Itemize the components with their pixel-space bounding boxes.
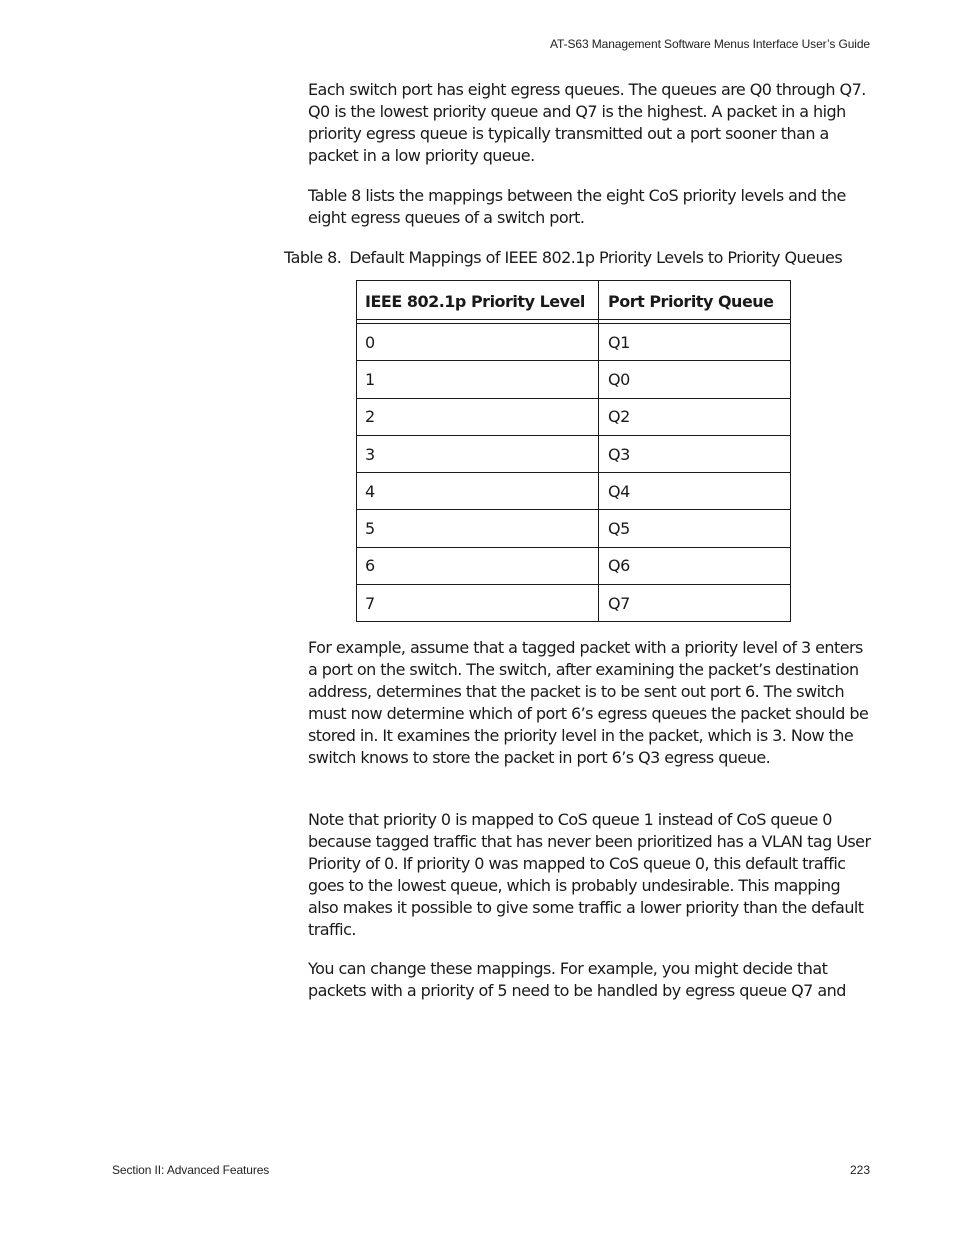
- priority-queue-cell: Q7: [608, 593, 630, 613]
- column-header-priority-queue: Port Priority Queue: [608, 291, 774, 311]
- priority-queue-cell: Q2: [608, 407, 630, 427]
- priority-queue-cell: Q5: [608, 519, 630, 539]
- priority-level-cell: 3: [357, 436, 599, 472]
- priority-queue-cell: Q6: [608, 556, 630, 576]
- priority-queue-cell: Q1: [608, 332, 630, 352]
- priority-level-cell: 1: [357, 361, 599, 397]
- priority-level-cell: 4: [357, 473, 599, 509]
- priority-queue-cell: Q0: [608, 369, 630, 389]
- table-caption-text: Default Mappings of IEEE 802.1p Priority Levels to Priority Queues: [349, 248, 843, 267]
- table-row: [357, 324, 790, 361]
- priority-level-cell: 2: [357, 399, 599, 435]
- priority-level-cell: 0: [357, 324, 599, 360]
- table-row: [357, 361, 790, 398]
- running-footer-section: Section II: Advanced Features: [112, 1163, 270, 1177]
- table-row: [357, 510, 790, 547]
- paragraph-change-mappings: You can change these mappings. For example, you might decide that packets with a priority of 5 need to be handled by egress queue Q7 and: [308, 959, 846, 1000]
- priority-mapping-table: [356, 280, 791, 622]
- table-row: [357, 399, 790, 436]
- priority-level-cell: 7: [357, 585, 599, 621]
- table-row: [357, 585, 790, 621]
- paragraph-note: Note that priority 0 is mapped to CoS queue 1 instead of CoS queue 0 because tagged traffic that has never been prioritized has a VLAN tag User Priority of 0. If priority 0 was mapped to CoS queue 0, this default traffic goes to the lowest queue, which is probably undesirable. This mapping also makes it possible to give some traffic a lower priority than the default traffic.: [308, 810, 871, 939]
- table-row: [357, 548, 790, 585]
- priority-queue-cell: Q3: [608, 444, 630, 464]
- paragraph-egress-queues: Each switch port has eight egress queues. The queues are Q0 through Q7. Q0 is the lowest priority queue and Q7 is the highest. A packet in a high priority egress queue is typically transmitted out a port sooner than a packet in a low priority queue.: [308, 80, 866, 165]
- priority-queue-cell: Q4: [608, 481, 630, 501]
- running-header: AT-S63 Management Software Menus Interface User’s Guide: [550, 37, 870, 51]
- paragraph-table-intro: Table 8 lists the mappings between the eight CoS priority levels and the eight egress queues of a switch port.: [308, 186, 846, 227]
- priority-level-cell: 5: [357, 510, 599, 546]
- page-number: 223: [849, 1163, 870, 1177]
- table-row: [357, 473, 790, 510]
- column-header-priority-level: IEEE 802.1p Priority Level: [357, 281, 599, 319]
- table-header-row: [357, 281, 790, 320]
- table-caption: [284, 247, 842, 269]
- priority-level-cell: 6: [357, 548, 599, 584]
- paragraph-example: For example, assume that a tagged packet with a priority level of 3 enters a port on the switch. The switch, after examining the packet’s destination address, determines that the packet is to be sent out port 6. The switch must now determine which of port 6’s egress queues the packet should be stored in. It examines the priority level in the packet, which is 3. Now the switch knows to store the packet in port 6’s Q3 egress queue.: [308, 638, 869, 767]
- table-row: [357, 436, 790, 473]
- table-caption-label: Table 8.: [284, 248, 342, 267]
